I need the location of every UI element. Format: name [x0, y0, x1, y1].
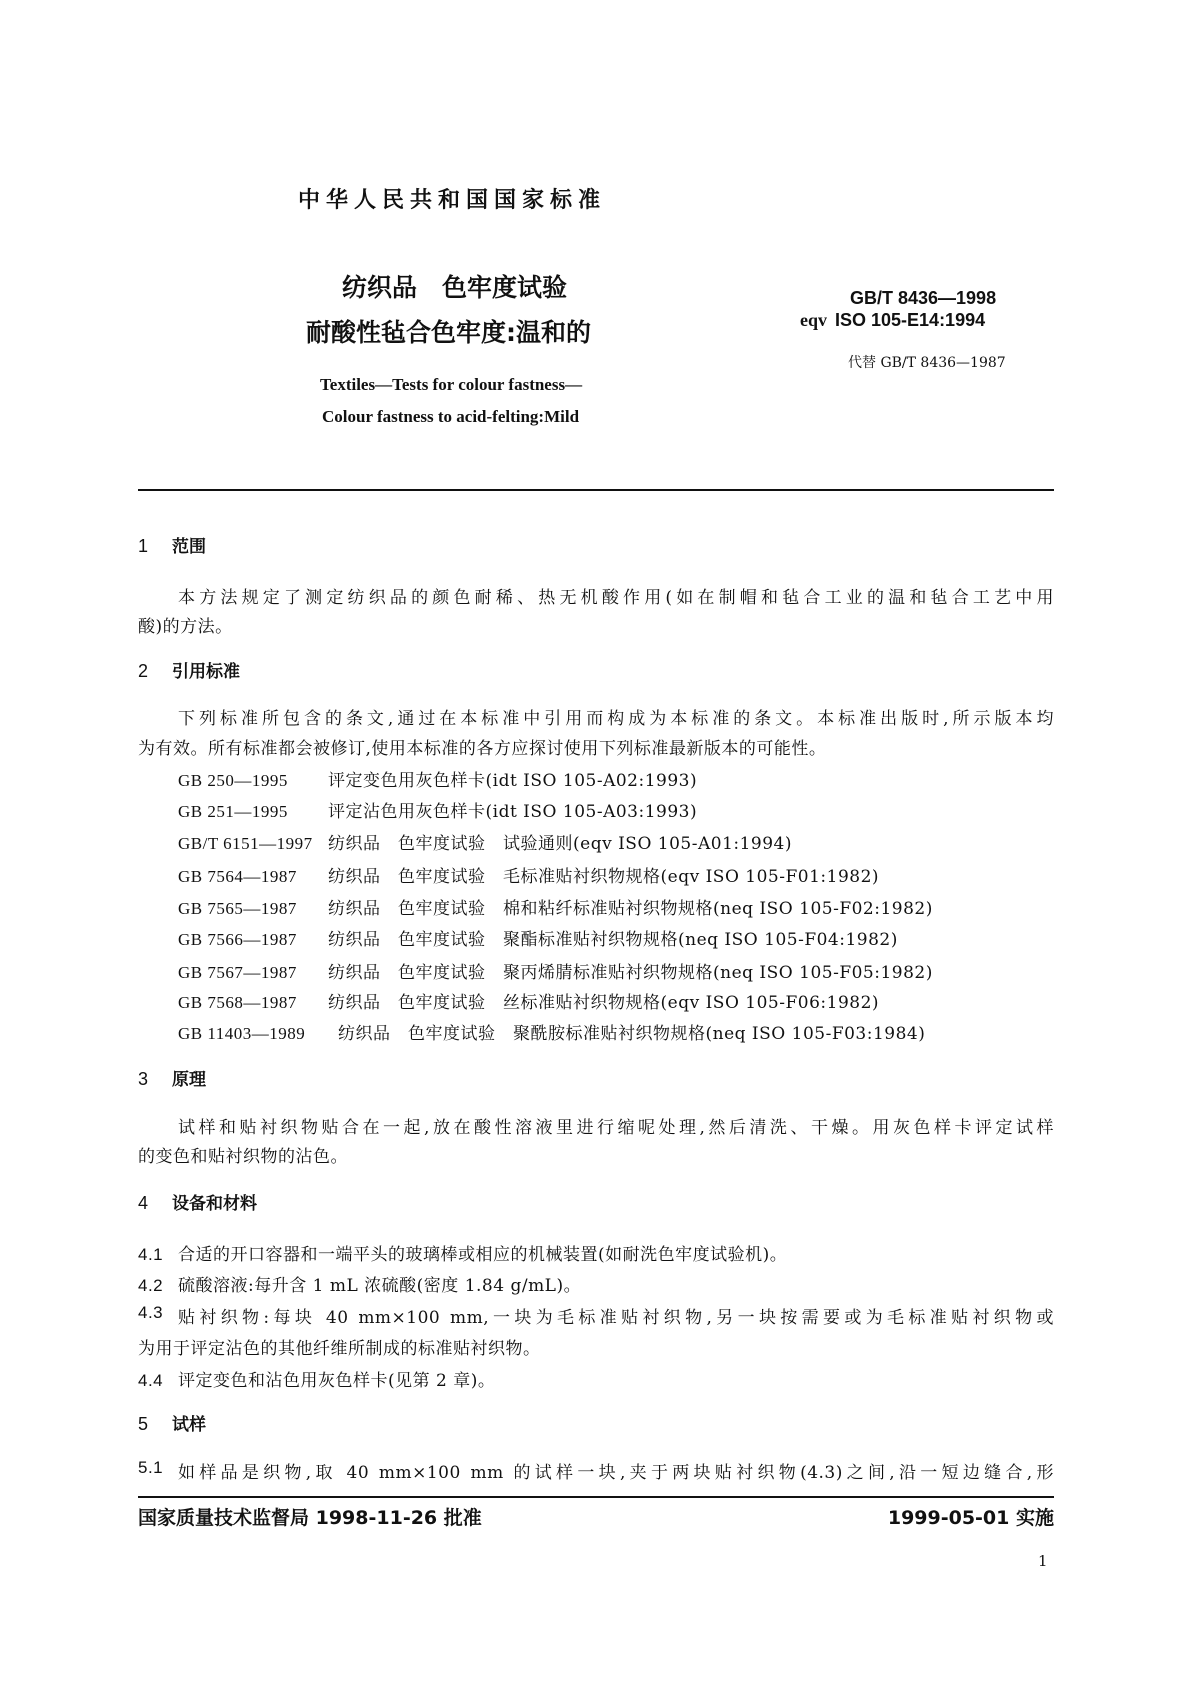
- paragraph-line: 酸)的方法。: [138, 617, 233, 637]
- section-3-heading: [138, 1065, 206, 1090]
- section-title: 试样: [172, 1415, 206, 1435]
- replaces-standard: 代替 GB/T 8436—1987: [848, 355, 1006, 371]
- reference-item: [178, 958, 933, 983]
- reference-code: GB 7568—1987: [178, 993, 297, 1012]
- clause-text: 评定变色和沾色用灰色样卡(见第 2 章)。: [178, 1371, 496, 1391]
- section-number: 3: [138, 1069, 149, 1089]
- eqv-prefix: eqv: [800, 310, 827, 330]
- clause-5-1: [138, 1458, 1054, 1483]
- title-en-line1: Textiles—Tests for colour fastness—: [320, 375, 583, 394]
- clause-4-4: [138, 1366, 495, 1391]
- title-zh-line2: 耐酸性毡合色牢度:温和的: [306, 318, 591, 347]
- reference-code: GB/T 6151—1997: [178, 834, 313, 853]
- section-title: 引用标准: [172, 662, 240, 682]
- reference-code: GB 7565—1987: [178, 899, 297, 918]
- national-standard-heading: 中华人民共和国国家标准: [298, 188, 607, 213]
- paragraph-line: 试样和贴衬织物贴合在一起,放在酸性溶液里进行缩呢处理,然后清洗、干燥。用灰色样卡评定试样: [178, 1118, 1054, 1138]
- clause-4-1: [138, 1240, 787, 1265]
- reference-item: [178, 797, 697, 822]
- reference-title: 纺织品 色牢度试验 聚酯标准贴衬织物规格(neq ISO 105-F04:1982): [328, 930, 898, 950]
- section-4-heading: [138, 1189, 257, 1214]
- reference-item: [178, 829, 792, 854]
- reference-title: 评定变色用灰色样卡(idt ISO 105-A02:1993): [328, 771, 698, 791]
- section-1-heading: [138, 532, 206, 557]
- section-number: 1: [138, 536, 149, 556]
- reference-title: 纺织品 色牢度试验 聚酰胺标准贴衬织物规格(neq ISO 105-F03:1984): [338, 1024, 926, 1044]
- reference-item: [178, 988, 879, 1013]
- standard-code: GB/T 8436—1998: [850, 288, 997, 308]
- clause-text: 合适的开口容器和一端平头的玻璃棒或相应的机械装置(如耐洗色牢度试验机)。: [178, 1245, 788, 1265]
- reference-title: 纺织品 色牢度试验 丝标准贴衬织物规格(eqv ISO 105-F06:1982): [328, 993, 880, 1013]
- reference-title: 纺织品 色牢度试验 试验通则(eqv ISO 105-A01:1994): [328, 834, 793, 854]
- reference-item: [178, 1019, 925, 1044]
- page-number: 1: [1038, 1552, 1048, 1570]
- footer-divider: [138, 1496, 1054, 1498]
- paragraph-line: 下列标准所包含的条文,通过在本标准中引用而构成为本标准的条文。本标准出版时,所示版本均: [178, 709, 1054, 729]
- clause-number: 4.2: [138, 1276, 164, 1295]
- section-title: 范围: [172, 537, 206, 557]
- clause-4-3-continued: 为用于评定沾色的其他纤维所制成的标准贴衬织物。: [138, 1339, 541, 1359]
- eqv-standard: ISO 105-E14:1994: [835, 310, 986, 330]
- reference-code: GB 250—1995: [178, 771, 288, 790]
- clause-number: 4.1: [138, 1245, 164, 1264]
- reference-code: GB 11403—1989: [178, 1024, 306, 1043]
- section-number: 5: [138, 1414, 149, 1434]
- reference-title: 纺织品 色牢度试验 毛标准贴衬织物规格(eqv ISO 105-F01:1982): [328, 867, 880, 887]
- reference-title: 评定沾色用灰色样卡(idt ISO 105-A03:1993): [328, 802, 698, 822]
- clause-4-3: [138, 1303, 1054, 1328]
- clause-4-2: [138, 1271, 581, 1296]
- clause-number: 5.1: [138, 1458, 164, 1477]
- clause-number: 4.4: [138, 1371, 164, 1390]
- section-number: 2: [138, 661, 149, 681]
- paragraph-line: 为有效。所有标准都会被修订,使用本标准的各方应探讨使用下列标准最新版本的可能性。: [138, 739, 827, 759]
- reference-item: [178, 862, 879, 887]
- reference-item: [178, 766, 697, 791]
- effective-date: 1999-05-01 实施: [887, 1507, 1054, 1529]
- section-title: 设备和材料: [172, 1194, 257, 1214]
- reference-code: GB 7566—1987: [178, 930, 297, 949]
- eqv-line: [800, 310, 985, 331]
- clause-text: 贴衬织物:每块 40 mm×100 mm,一块为毛标准贴衬织物,另一块按需要或为毛标准贴衬织物或: [178, 1308, 1054, 1328]
- section-5-heading: [138, 1410, 206, 1435]
- reference-code: GB 7564—1987: [178, 867, 297, 886]
- clause-number: 4.3: [138, 1303, 164, 1322]
- approval-info: 国家质量技术监督局 1998-11-26 批准: [138, 1507, 482, 1529]
- clause-text: 硫酸溶液:每升含 1 mL 浓硫酸(密度 1.84 g/mL)。: [178, 1276, 582, 1296]
- title-zh-line1: 纺织品 色牢度试验: [342, 273, 568, 302]
- header-divider: [138, 489, 1054, 491]
- clause-text: 如样品是织物,取 40 mm×100 mm 的试样一块,夹于两块贴衬织物(4.3)之间,沿一短边缝合,形: [178, 1463, 1054, 1483]
- paragraph-line: 本方法规定了测定纺织品的颜色耐稀、热无机酸作用(如在制帽和毡合工业的温和毡合工艺中用: [178, 588, 1054, 608]
- section-title: 原理: [172, 1070, 206, 1090]
- reference-code: GB 251—1995: [178, 802, 288, 821]
- section-number: 4: [138, 1193, 149, 1213]
- reference-title: 纺织品 色牢度试验 聚丙烯腈标准贴衬织物规格(neq ISO 105-F05:1982): [328, 963, 933, 983]
- paragraph-line: 的变色和贴衬织物的沾色。: [138, 1147, 348, 1167]
- reference-item: [178, 925, 898, 950]
- section-2-heading: [138, 657, 240, 682]
- reference-title: 纺织品 色牢度试验 棉和粘纤标准贴衬织物规格(neq ISO 105-F02:1982): [328, 899, 933, 919]
- title-en-line2: Colour fastness to acid-felting:Mild: [322, 407, 580, 426]
- reference-item: [178, 894, 933, 919]
- reference-code: GB 7567—1987: [178, 963, 297, 982]
